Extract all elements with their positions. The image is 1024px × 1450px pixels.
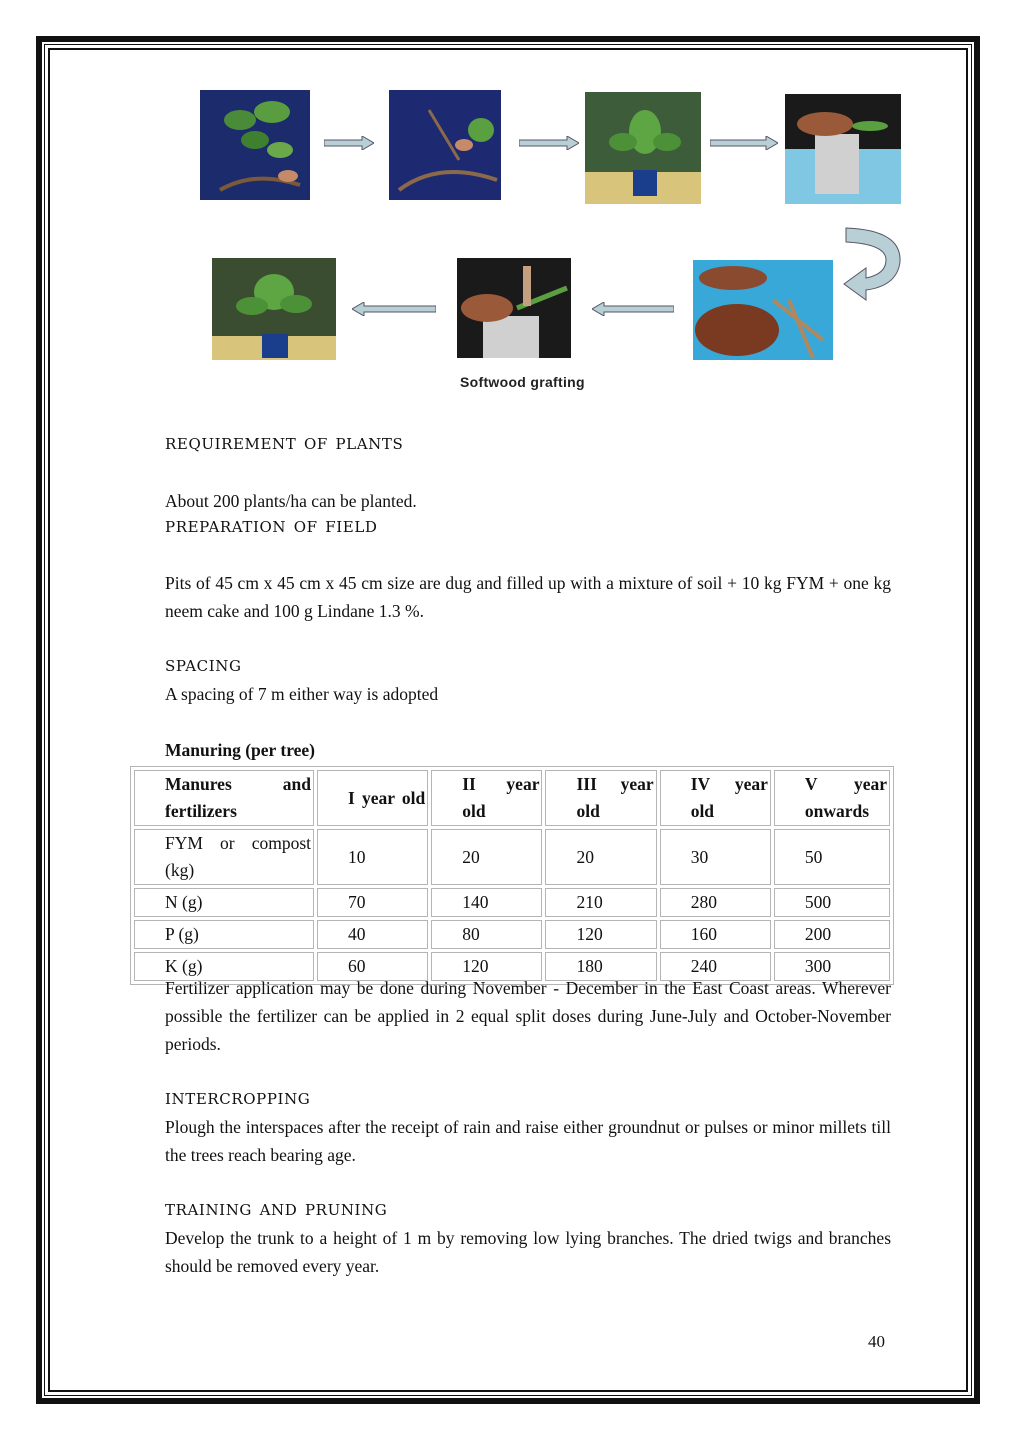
- page-number: 40: [868, 1332, 885, 1351]
- table-header-cell: I year old: [317, 770, 428, 826]
- photo-scion-shoot: [389, 90, 501, 200]
- manuring-table: [130, 766, 894, 985]
- table-row: [134, 888, 890, 917]
- figure-caption: Softwood grafting: [460, 374, 585, 390]
- table-cell: 20: [431, 829, 542, 885]
- heading-training: training and pruning: [165, 1196, 388, 1221]
- text-training: Develop the trunk to a height of 1 m by removing low lying branches. The dried twigs and branches should be removed every year.: [165, 1228, 891, 1276]
- table-header-row: [134, 770, 890, 826]
- table-cell: 240: [660, 952, 771, 981]
- heading-requirement: requirement of plants: [165, 430, 404, 455]
- table-cell: FYM or compost (kg): [134, 829, 314, 885]
- table-cell: 140: [431, 888, 542, 917]
- curved-arrow-icon: [842, 220, 906, 302]
- photo-mother-plant: [200, 90, 310, 200]
- table-cell: 70: [317, 888, 428, 917]
- table-cell: 40: [317, 920, 428, 949]
- table-cell: 30: [660, 829, 771, 885]
- photo-rootstock-seedling: [585, 92, 701, 204]
- text-intercropping: Plough the interspaces after the receipt of rain and raise either groundnut or pulses or minor millets till the trees reach bearing age.: [165, 1117, 891, 1165]
- table-cell: P (g): [134, 920, 314, 949]
- table-cell: N (g): [134, 888, 314, 917]
- heading-intercropping: intercropping: [165, 1085, 311, 1110]
- page-border-inner: [48, 48, 968, 1392]
- text-manuring-note: Fertilizer application may be done during November - December in the East Coast areas. Wherever possible the fertilizer can be applied in 2 equal split doses during June-July and October-November periods.: [165, 978, 891, 1054]
- table-header-cell: V year onwards: [774, 770, 890, 826]
- heading-spacing: spacing: [165, 652, 242, 677]
- table-row: [134, 920, 890, 949]
- table-cell: 200: [774, 920, 890, 949]
- heading-manuring: Manuring (per tree): [165, 740, 316, 760]
- table-cell: 120: [545, 920, 656, 949]
- table-cell: 120: [431, 952, 542, 981]
- arrow-right-icon: [519, 136, 579, 150]
- arrow-left-icon: [352, 302, 436, 316]
- table-cell: 10: [317, 829, 428, 885]
- table-cell: K (g): [134, 952, 314, 981]
- table-cell: 50: [774, 829, 890, 885]
- arrow-left-icon: [592, 302, 674, 316]
- table-header-cell: II year old: [431, 770, 542, 826]
- table-cell: 210: [545, 888, 656, 917]
- photo-preparing-scion: [693, 260, 833, 360]
- photo-making-cut: [785, 94, 901, 204]
- table-header-cell: III year old: [545, 770, 656, 826]
- table-cell: 280: [660, 888, 771, 917]
- text-preparation: Pits of 45 cm x 45 cm x 45 cm size are dug and filled up with a mixture of soil + 10 kg FYM + one kg neem cake and 100 g Lindane 1.3 %.: [165, 573, 891, 621]
- text-requirement: About 200 plants/ha can be planted.: [165, 491, 417, 511]
- text-spacing: A spacing of 7 m either way is adopted: [165, 684, 439, 704]
- table-cell: 20: [545, 829, 656, 885]
- table-cell: 500: [774, 888, 890, 917]
- table-cell: 160: [660, 920, 771, 949]
- table-header-cell: Manures and fertilizers: [134, 770, 314, 826]
- table-cell: 180: [545, 952, 656, 981]
- table-header-cell: IV year old: [660, 770, 771, 826]
- table-cell: 60: [317, 952, 428, 981]
- arrow-right-icon: [324, 136, 374, 150]
- heading-preparation: preparation of field: [165, 513, 378, 538]
- table-cell: 300: [774, 952, 890, 981]
- table-cell: 80: [431, 920, 542, 949]
- table-row: [134, 829, 890, 885]
- photo-tying-graft: [457, 258, 571, 358]
- photo-grafted-plant: [212, 258, 336, 360]
- arrow-right-icon: [710, 136, 778, 150]
